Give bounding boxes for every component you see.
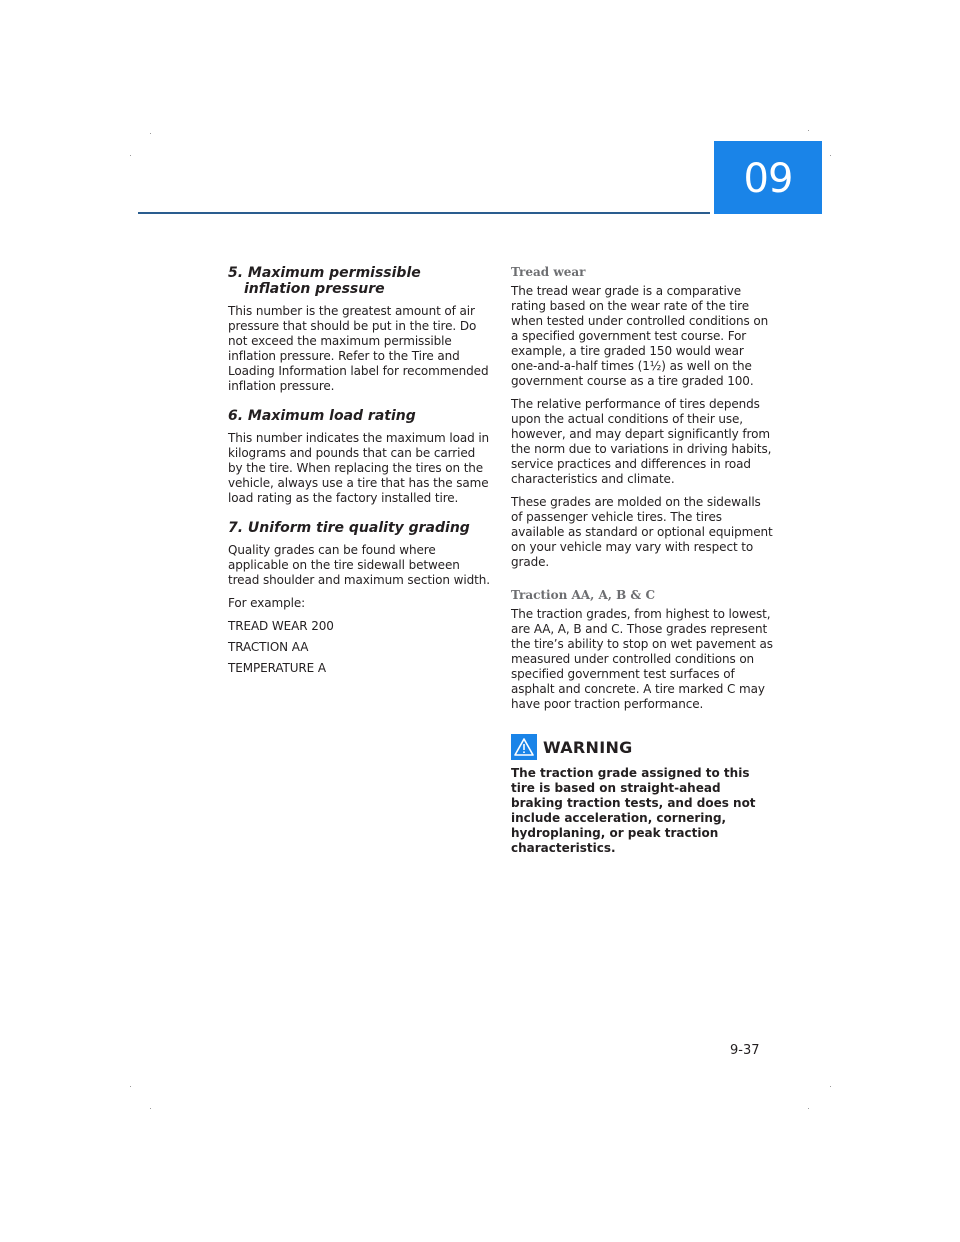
crop-mark [130,1086,131,1087]
crop-mark [830,1086,831,1087]
example-line: TREAD WEAR 200 [228,619,334,633]
crop-mark [808,130,809,131]
example-line: TRACTION AA [228,640,309,654]
tread-wear-paragraph: These grades are molded on the sidewalls of passenger vehicle tires. The tires available as standard or optional equipment on your vehicle may vary with respect to grade. [511,495,773,569]
chapter-tab [714,141,822,214]
crop-mark [150,133,151,134]
section-5-body: This number is the greatest amount of air pressure that should be put in the tire. Do not exceed the maximum permissible inflation pressure. Refer to the Tire and Loading Information label for recommended inflation pressure. [228,304,489,393]
section-5-heading: 5. Maximum permissible inflation pressure [228,265,421,297]
traction-heading: Traction AA, A, B & C [511,588,655,602]
right-column [511,265,773,856]
section-7-body: Quality grades can be found where applicable on the tire sidewall between tread shoulder and maximum section width. [228,543,490,587]
section-7-heading: 7. Uniform tire quality grading [228,520,470,536]
crop-mark [130,155,131,156]
example-line: TEMPERATURE A [228,661,326,675]
example-label: For example: [228,596,306,610]
chapter-number: 09 [743,155,793,202]
warning-triangle-icon [511,734,537,760]
warning-text: The traction grade assigned to this tire is based on straight-ahead braking traction tests, and does not include acceleration, cornering, hydroplaning, or peak traction characteristics. [511,766,756,855]
crop-mark [808,1108,809,1109]
left-column [228,265,490,684]
page-number: 9-37 [730,1043,760,1058]
section-6-body: This number indicates the maximum load in kilograms and pounds that can be carried by the tire. When replacing the tires on the vehicle, always use a tire that has the same load rating as the factory installed tire. [228,431,490,505]
tread-wear-paragraph: The relative performance of tires depends upon the actual conditions of their use, however, and may depart significantly from the norm due to variations in driving habits, service practices and differences in road characteristics and climate. [511,397,772,486]
warning-header [511,734,773,760]
header-rule [138,212,710,214]
section-6-heading: 6. Maximum load rating [228,408,416,424]
crop-mark [830,155,831,156]
tread-wear-paragraph: The tread wear grade is a comparative rating based on the wear rate of the tire when tested under controlled conditions on a specified government test course. For example, a tire graded 150 would wear one-and-a-half times (1½) as well on the government course as a tire graded 100. [511,284,769,388]
traction-paragraph: The traction grades, from highest to lowest, are AA, A, B and C. Those grades represent the tire’s ability to stop on wet pavement as measured under controlled conditions on specified government test surfaces of asphalt and concrete. A tire marked C may have poor traction performance. [511,607,773,711]
warning-title: WARNING [543,737,633,757]
crop-mark [150,1108,151,1109]
tread-wear-heading: Tread wear [511,265,586,279]
